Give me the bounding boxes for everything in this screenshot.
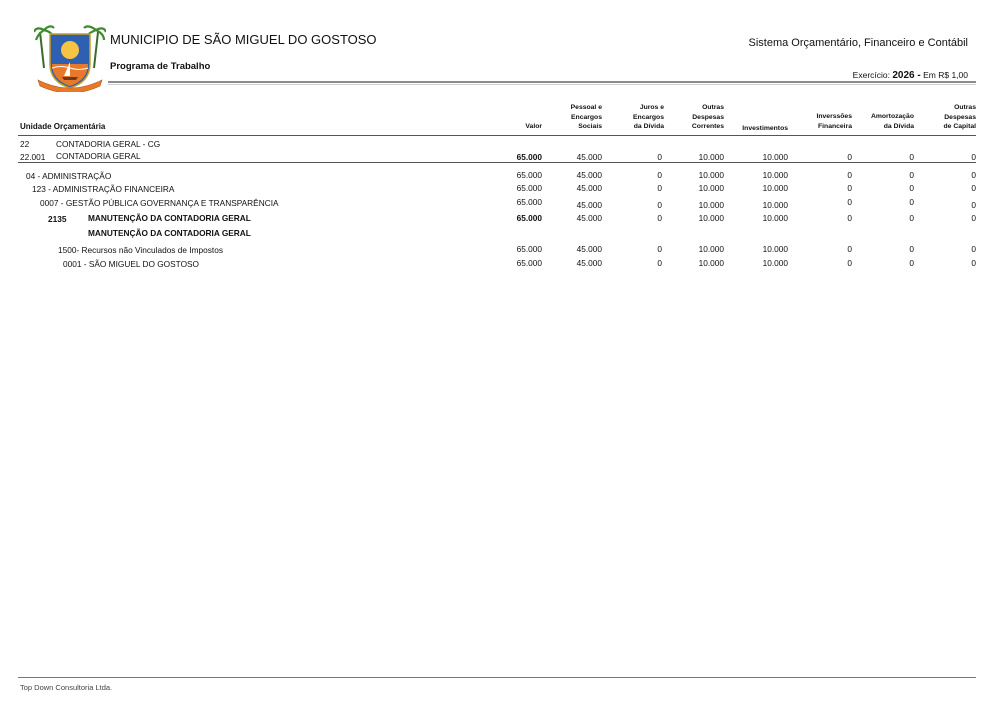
row-label: 0001 - SÃO MIGUEL DO GOSTOSO xyxy=(63,259,200,269)
row-investimentos: 10.000 xyxy=(762,213,788,223)
row-amortizacao: 0 xyxy=(909,244,914,254)
row-inversoes: 0 xyxy=(847,183,852,193)
row-juros: 0 xyxy=(657,170,662,180)
column-header-rule xyxy=(18,135,976,136)
row-valor: 65.000 xyxy=(516,170,542,180)
row-outras-correntes: 10.000 xyxy=(698,244,724,254)
row-outras-correntes: 10.000 xyxy=(698,200,724,210)
row-outras-capital: 0 xyxy=(971,244,976,254)
row-amortizacao: 0 xyxy=(909,183,914,193)
row-investimentos: 10.000 xyxy=(762,200,788,210)
row-valor: 65.000 xyxy=(516,213,542,223)
row-outras-capital: 0 xyxy=(971,258,976,268)
row-investimentos: 10.000 xyxy=(762,244,788,254)
row-investimentos: 10.000 xyxy=(762,258,788,268)
col-header-inversoes: Inverssões Financeira xyxy=(816,113,852,130)
unit-juros: 0 xyxy=(657,152,662,162)
row-pessoal: 45.000 xyxy=(576,213,602,223)
row-label: 123 - ADMINISTRAÇÃO FINANCEIRA xyxy=(32,184,175,194)
exercicio-label: Exercício: xyxy=(852,70,890,80)
row-outras-capital: 0 xyxy=(971,170,976,180)
row-outras-correntes: 10.000 xyxy=(698,258,724,268)
row-inversoes: 0 xyxy=(847,258,852,268)
col-header-valor: Valor xyxy=(525,123,542,130)
org-code: 22 xyxy=(20,139,30,149)
row-juros: 0 xyxy=(657,183,662,193)
unit-name: CONTADORIA GERAL xyxy=(56,151,141,161)
unit-investimentos: 10.000 xyxy=(762,152,788,162)
col-header-amortizacao: Amortozação da Dívida xyxy=(870,113,914,130)
currency-note: Em R$ 1,00 xyxy=(923,70,968,80)
row-amortizacao: 0 xyxy=(909,170,914,180)
unit-valor: 65.000 xyxy=(516,152,542,162)
unit-pessoal: 45.000 xyxy=(576,152,602,162)
col-header-unidade: Unidade Orçamentária xyxy=(20,122,106,131)
col-header-outras-capital: Outras Despesas de Capital xyxy=(943,104,976,130)
unit-code: 22.001 xyxy=(20,152,46,162)
row-valor: 65.000 xyxy=(516,258,542,268)
fiscal-year-line xyxy=(853,70,968,81)
row-inversoes: 0 xyxy=(847,170,852,180)
row-investimentos: 10.000 xyxy=(762,170,788,180)
row-label: 0007 - GESTÃO PÚBLICA GOVERNANÇA E TRANSPARÊNCIA xyxy=(40,198,279,208)
col-header-investimentos: Investimentos xyxy=(742,125,788,132)
row-label: MANUTENÇÃO DA CONTADORIA GERAL xyxy=(88,213,251,223)
row-label: 1500- Recursos não Vinculados de Impostos xyxy=(58,245,223,255)
row-outras-correntes: 10.000 xyxy=(698,213,724,223)
footer-rule xyxy=(18,677,976,678)
row-juros: 0 xyxy=(657,258,662,268)
footer-company: Top Down Consultoria Ltda. xyxy=(20,683,113,692)
row-outras-capital: 0 xyxy=(971,183,976,193)
col-header-pessoal: Pessoal e Encargos Sociais xyxy=(570,104,602,130)
municipality-name: MUNICIPIO DE SÃO MIGUEL DO GOSTOSO xyxy=(110,32,377,47)
row-amortizacao: 0 xyxy=(909,258,914,268)
row-outras-correntes: 10.000 xyxy=(698,170,724,180)
row-investimentos: 10.000 xyxy=(762,183,788,193)
municipal-coat-of-arms-logo xyxy=(34,24,106,92)
row-outras-correntes: 10.000 xyxy=(698,183,724,193)
row-pessoal: 45.000 xyxy=(576,170,602,180)
row-pessoal: 45.000 xyxy=(576,200,602,210)
row-pessoal: 45.000 xyxy=(576,244,602,254)
row-outras-capital: 0 xyxy=(971,213,976,223)
unit-inversoes: 0 xyxy=(847,152,852,162)
system-name: Sistema Orçamentário, Financeiro e Contábil xyxy=(748,37,968,49)
unit-amortizacao: 0 xyxy=(909,152,914,162)
org-name: CONTADORIA GERAL - CG xyxy=(56,139,161,149)
unit-outras-capital: 0 xyxy=(971,152,976,162)
row-juros: 0 xyxy=(657,200,662,210)
unit-outras-correntes: 10.000 xyxy=(698,152,724,162)
row-valor: 65.000 xyxy=(516,183,542,193)
col-header-outras-correntes: Outras Despesas Correntes xyxy=(691,104,724,130)
action-code: 2135 xyxy=(48,214,67,224)
row-amortizacao: 0 xyxy=(909,213,914,223)
action-description: MANUTENÇÃO DA CONTADORIA GERAL xyxy=(88,228,251,238)
exercicio-year: 2026 - xyxy=(892,70,921,81)
row-inversoes: 0 xyxy=(847,197,852,207)
row-pessoal: 45.000 xyxy=(576,183,602,193)
row-pessoal: 45.000 xyxy=(576,258,602,268)
unit-rule xyxy=(18,162,976,163)
header-rule-thin xyxy=(108,84,976,85)
row-inversoes: 0 xyxy=(847,244,852,254)
header-rule xyxy=(108,81,976,83)
row-juros: 0 xyxy=(657,213,662,223)
row-label: 04 - ADMINISTRAÇÃO xyxy=(26,171,112,181)
report-title: Programa de Trabalho xyxy=(110,61,211,72)
row-inversoes: 0 xyxy=(847,213,852,223)
row-juros: 0 xyxy=(657,244,662,254)
row-valor: 65.000 xyxy=(516,197,542,207)
col-header-juros: Juros e Encargos da Dívida xyxy=(633,104,664,130)
row-amortizacao: 0 xyxy=(909,197,914,207)
row-outras-capital: 0 xyxy=(971,200,976,210)
row-valor: 65.000 xyxy=(516,244,542,254)
